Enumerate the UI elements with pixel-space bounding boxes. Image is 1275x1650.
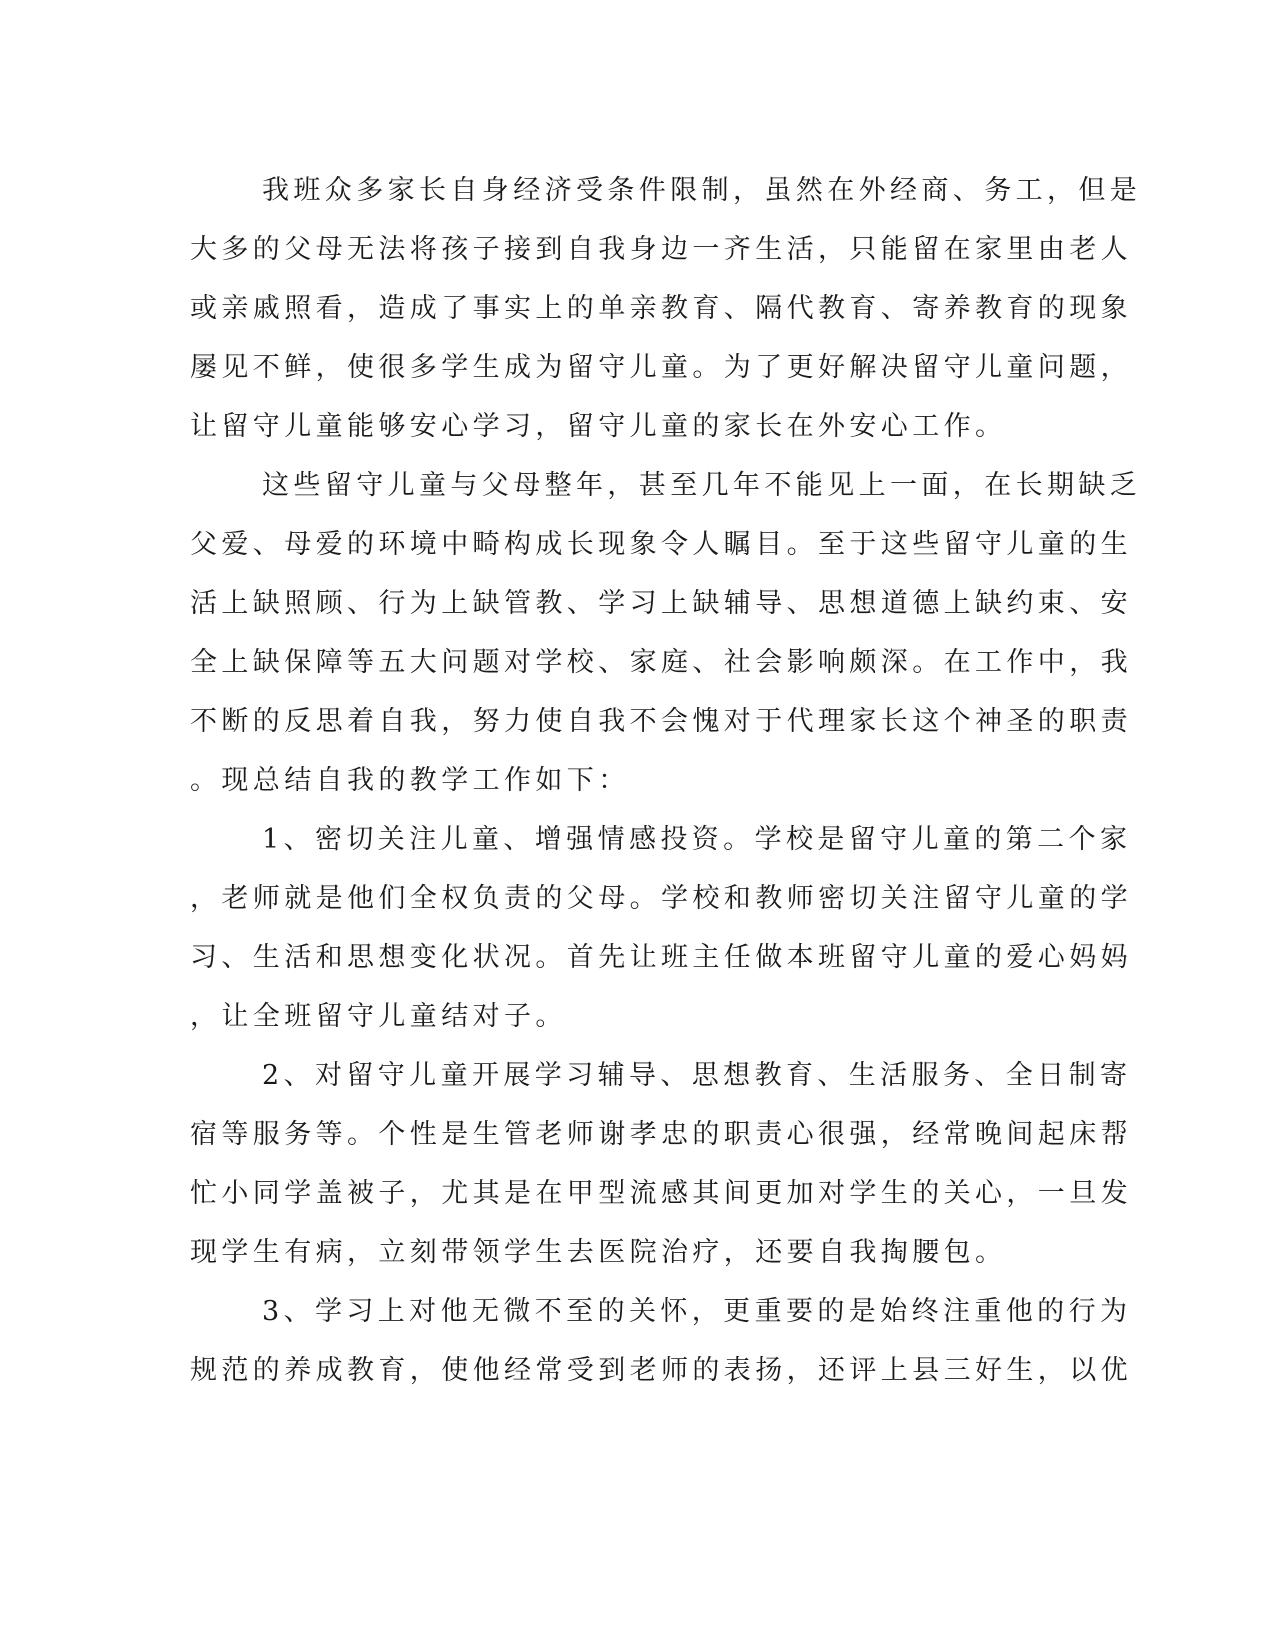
paragraph-3-line-2: ，老师就是他们全权负责的父母。学校和教师密切关注留守儿童的学 [190, 883, 1132, 914]
paragraph-1-line-1: 我班众多家长自身经济受条件限制，虽然在外经商、务工，但是 [262, 175, 1142, 206]
paragraph-1-line-4: 屡见不鲜，使很多学生成为留守儿童。为了更好解决留守儿童问题， [190, 352, 1132, 383]
paragraph-2-line-6: 。现总结自我的教学工作如下： [190, 765, 630, 796]
paragraph-2-line-1: 这些留守儿童与父母整年，甚至几年不能见上一面，在长期缺乏 [262, 470, 1142, 501]
paragraph-2-line-2: 父爱、母爱的环境中畸构成长现象令人瞩目。至于这些留守儿童的生 [190, 529, 1132, 560]
paragraph-4-line-1: 2、对留守儿童开展学习辅导、思想教育、生活服务、全日制寄 [262, 1060, 1132, 1091]
paragraph-2-line-4: 全上缺保障等五大问题对学校、家庭、社会影响颇深。在工作中，我 [190, 647, 1132, 678]
paragraph-1-line-3: 或亲戚照看，造成了事实上的单亲教育、隔代教育、寄养教育的现象 [190, 293, 1132, 324]
paragraph-4-line-4: 现学生有病，立刻带领学生去医院治疗，还要自我掏腰包。 [190, 1237, 1007, 1268]
paragraph-3-line-4: ，让全班留守儿童结对子。 [190, 1001, 567, 1032]
paragraph-4-line-2: 宿等服务等。个性是生管老师谢孝忠的职责心很强，经常晚间起床帮 [190, 1119, 1132, 1150]
paragraph-5-line-1: 3、学习上对他无微不至的关怀，更重要的是始终注重他的行为 [262, 1296, 1132, 1327]
paragraph-2-line-3: 活上缺照顾、行为上缺管教、学习上缺辅导、思想道德上缺约束、安 [190, 588, 1132, 619]
paragraph-5-line-2: 规范的养成教育，使他经常受到老师的表扬，还评上县三好生，以优 [190, 1355, 1132, 1386]
paragraph-1-line-5: 让留守儿童能够安心学习，留守儿童的家长在外安心工作。 [190, 411, 1007, 442]
paragraph-4-line-3: 忙小同学盖被子，尤其是在甲型流感其间更加对学生的关心，一旦发 [190, 1178, 1132, 1209]
paragraph-3-line-1: 1、密切关注儿童、增强情感投资。学校是留守儿童的第二个家 [262, 824, 1132, 855]
paragraph-1-line-2: 大多的父母无法将孩子接到自我身边一齐生活，只能留在家里由老人 [190, 234, 1132, 265]
paragraph-3-line-3: 习、生活和思想变化状况。首先让班主任做本班留守儿童的爱心妈妈 [190, 942, 1132, 973]
paragraph-2-line-5: 不断的反思着自我，努力使自我不会愧对于代理家长这个神圣的职责 [190, 706, 1132, 737]
